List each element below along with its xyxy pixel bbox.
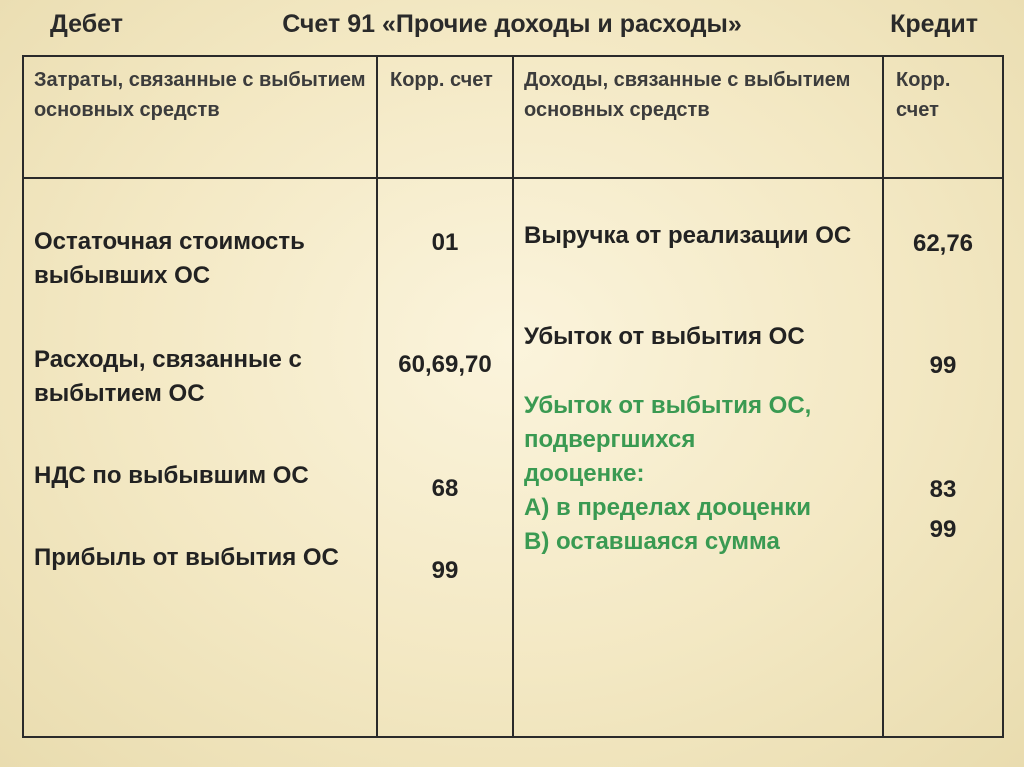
debit-item: Расходы, связанные с выбытием ОС xyxy=(34,346,302,407)
page-title: Счет 91 «Прочие доходы и расходы» xyxy=(282,10,742,38)
header-cell-credit-corr xyxy=(883,56,1003,178)
debit-item: Прибыль от выбытия ОС xyxy=(34,544,339,571)
column-header: Доходы, связанные с выбытием основных средств xyxy=(524,69,851,121)
credit-account: 99 xyxy=(929,352,957,379)
debit-account: 60,69,70 xyxy=(398,351,492,378)
revaluation-line: Убыток от выбытия ОС, xyxy=(524,392,812,419)
credit-item-revaluation xyxy=(524,389,876,559)
debit-item: Остаточная стоимость выбывших ОС xyxy=(34,228,305,289)
revaluation-line: А) в пределах дооценки xyxy=(524,494,812,521)
header-cell-debit-expenses xyxy=(23,56,377,178)
credit-account: 62,76 xyxy=(912,230,974,257)
revaluation-line: подвергшихся xyxy=(524,426,696,453)
debit-account: 99 xyxy=(431,557,459,584)
header-cell-credit-income xyxy=(513,56,883,178)
debit-account: 01 xyxy=(431,229,459,256)
account-91-table xyxy=(22,55,1004,738)
credit-accounts-cell xyxy=(883,178,1003,737)
debit-label: Дебет xyxy=(50,10,123,38)
credit-items-cell xyxy=(513,178,883,737)
credit-item: Выручка от реализации ОС xyxy=(524,222,852,249)
debit-items-cell xyxy=(23,178,377,737)
table-header-row xyxy=(23,56,1003,178)
credit-item: Убыток от выбытия ОС xyxy=(524,323,805,350)
debit-account: 68 xyxy=(431,475,459,502)
column-header: Затраты, связанные с выбытием основных средств xyxy=(34,69,366,121)
revaluation-line: В) оставшаяся сумма xyxy=(524,528,780,555)
credit-account: 99 xyxy=(929,516,957,543)
debit-item: НДС по выбывшим ОС xyxy=(34,462,309,489)
table-body-row xyxy=(23,178,1003,737)
debit-accounts-cell xyxy=(377,178,513,737)
column-header: Корр. счет xyxy=(390,69,493,91)
header-cell-debit-corr xyxy=(377,56,513,178)
revaluation-line: дооценке: xyxy=(524,460,645,487)
column-header: Корр. счет xyxy=(896,69,951,121)
credit-account: 83 xyxy=(929,476,957,503)
credit-label: Кредит xyxy=(890,10,978,38)
